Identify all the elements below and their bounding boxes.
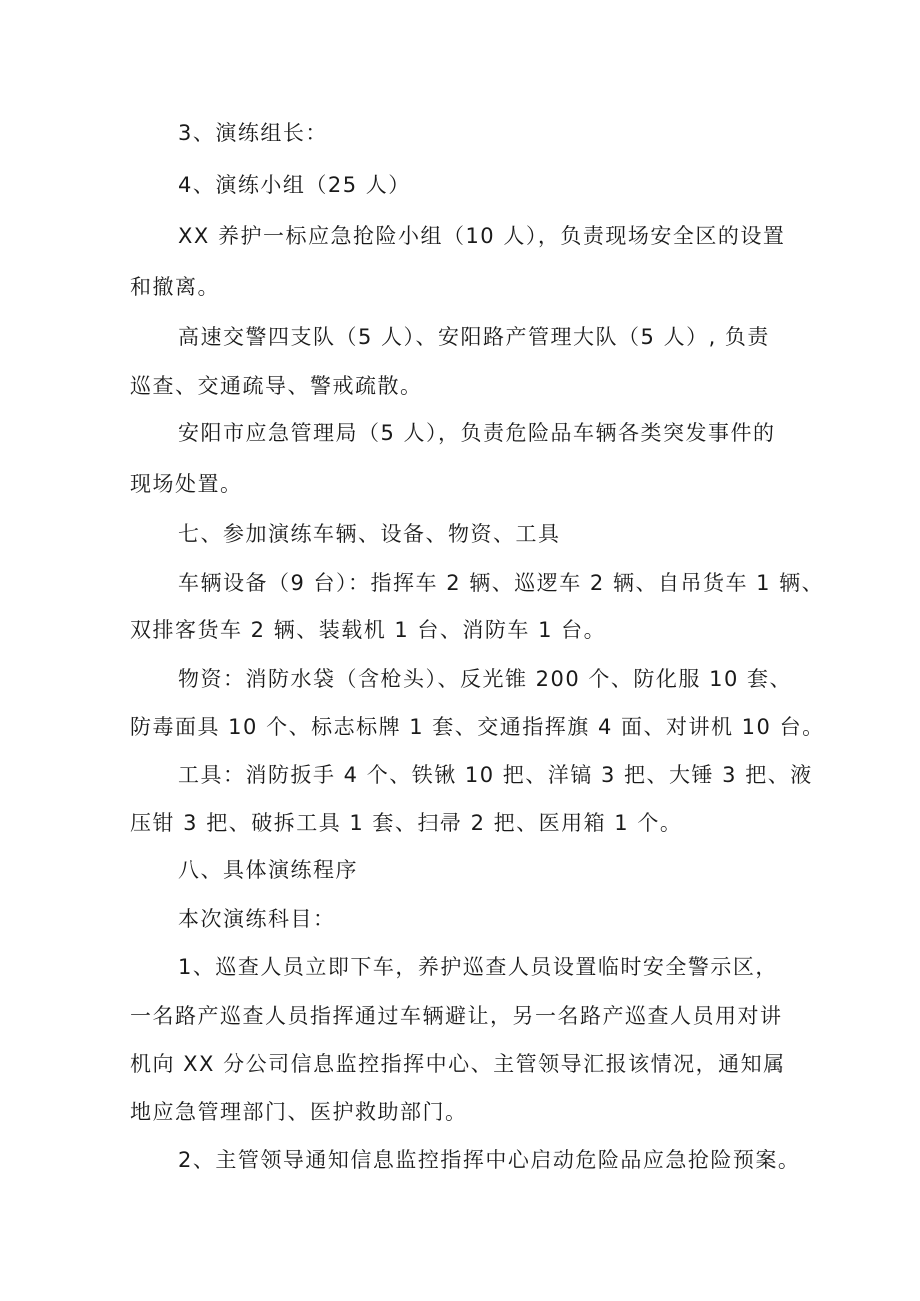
text-line: 地应急管理部门、医护救助部门。 <box>130 1100 468 1124</box>
text-line: XX 养护一标应急抢险小组（10 人），负责现场安全区的设置 <box>178 224 786 248</box>
text-line: 机向 XX 分公司信息监控指挥中心、主管领导汇报该情况，通知属 <box>130 1052 786 1076</box>
text-line: 和撤离。 <box>130 275 220 299</box>
text-line: 巡查、交通疏导、警戒疏散。 <box>130 374 423 398</box>
text-line: 车辆设备（9 台）：指挥车 2 辆、巡逻车 2 辆、自吊货车 1 辆、 <box>178 571 825 595</box>
text-line: 八、具体演练程序 <box>178 858 358 882</box>
text-line: 工具：消防扳手 4 个、铁锹 10 把、洋镐 3 把、大锤 3 把、液 <box>178 763 813 787</box>
text-line: 一名路产巡查人员指挥通过车辆避让，另一名路产巡查人员用对讲 <box>130 1004 783 1028</box>
text-line: 本次演练科目： <box>178 907 336 931</box>
text-line: 安阳市应急管理局（5 人），负责危险品车辆各类突发事件的 <box>178 421 776 445</box>
text-line: 双排客货车 2 辆、装载机 1 台、消防车 1 台。 <box>130 618 607 642</box>
text-line: 高速交警四支队（5 人）、安阳路产管理大队（5 人）, 负责 <box>178 325 770 349</box>
text-line: 4、演练小组（25 人） <box>178 173 411 197</box>
text-line: 2、主管领导通知信息监控指挥中心启动危险品应急抢险预案。 <box>178 1148 801 1172</box>
text-line: 现场处置。 <box>130 472 243 496</box>
text-line: 3、演练组长： <box>178 121 328 145</box>
text-line: 防毒面具 10 个、标志标牌 1 套、交通指挥旗 4 面、对讲机 10 台。 <box>130 715 825 739</box>
text-line: 物资：消防水袋（含枪头）、反光锥 200 个、防化服 10 套、 <box>178 667 793 691</box>
text-line: 压钳 3 把、破拆工具 1 套、扫帚 2 把、医用箱 1 个。 <box>130 811 683 835</box>
text-line: 1、巡查人员立即下车，养护巡查人员设置临时安全警示区， <box>178 955 778 979</box>
text-line: 七、参加演练车辆、设备、物资、工具 <box>178 522 561 546</box>
